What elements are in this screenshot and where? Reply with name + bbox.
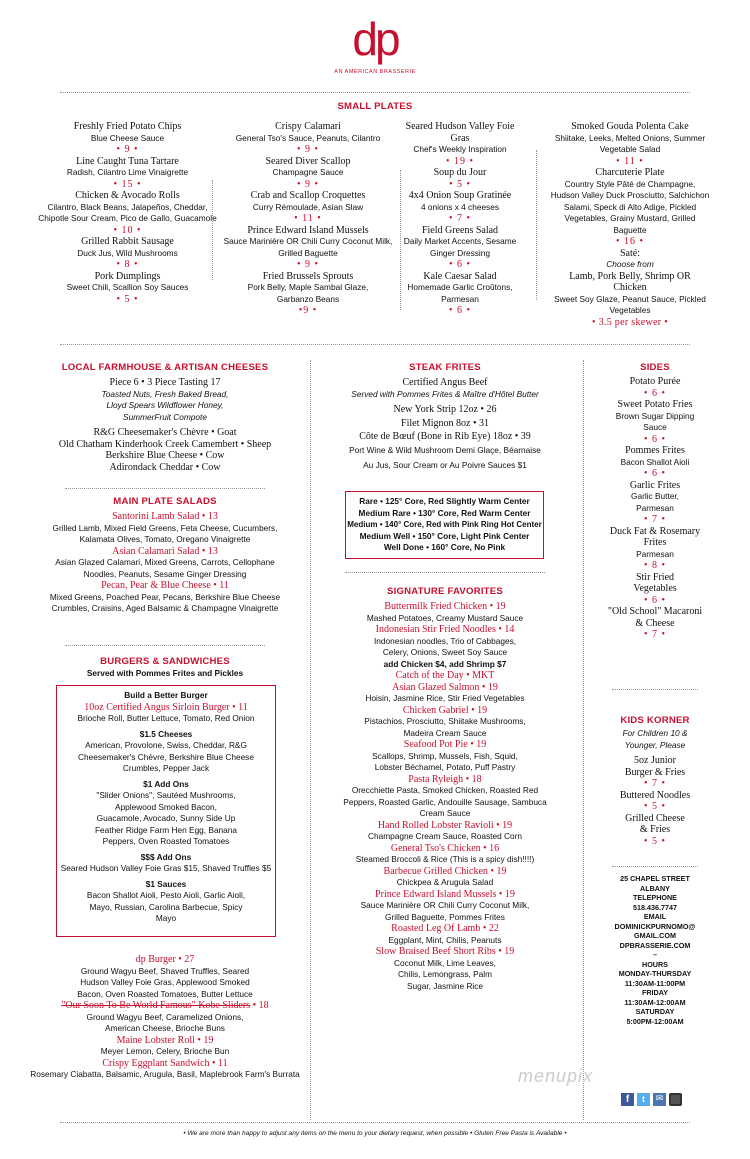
menu-item: Crab and Scallop Croquettes Curry Rémoulade, Asian Slaw • 11 • [250,190,366,224]
sides-title: SIDES [640,362,670,373]
menu-item: Chicken & Avocado Rolls Cilantro, Black Beans, Jalapeños, Cheddar, Chipotle Sour Cream, Pico de Gallo, Guacamole • 10 • [38,190,217,236]
cheese-pricing: Piece 6 • 3 Piece Tasting 17 [109,377,221,388]
footer-rule [60,1122,690,1123]
menu-item: Smoked Gouda Polenta Cake Shiitake, Leeks, Melted Onions, Summer Vegetable Salad • 11 • [554,121,706,167]
menu-item: Grilled Rabbit Sausage Duck Jus, Wild Mushrooms • 8 • [77,236,178,270]
side-item: Stir Fried Vegetables • 6 • [633,571,677,606]
signature-item: Roasted Leg Of Lamb • 22 Eggplant, Mint, Chilis, Peanuts [388,923,502,945]
column-divider [583,360,584,1120]
hours-title: HOURS [642,959,668,969]
social-icons [621,1093,682,1106]
sides-section [600,376,710,641]
small-plates-col1 [35,121,220,305]
menu-item: Field Greens Salad Daily Market Accents, Sesame Ginger Dressing • 6 • [403,224,517,270]
cheese-item: Adirondack Cheddar • Cow [109,461,221,473]
menu-item: Seared Hudson Valley Foie Gras Chef's Weekly Inspiration • 19 • [405,121,515,167]
steak-title: STEAK FRITES [409,362,481,373]
salads-section [40,511,290,615]
menu-item: Saté: Choose from Lamb, Pork Belly, Shrimp OR Chicken Sweet Soy Glaze, Peanut Sauce, Pickled Vegetables • 3.5 per skewer • [554,247,706,328]
instagram-icon[interactable] [669,1093,682,1106]
menu-item: Soup du Jour • 5 • [433,167,487,190]
side-item: Pommes Frites Bacon Shallot Aioli • 6 • [620,445,690,479]
column-divider [310,360,311,1120]
logo-mark: dp [352,13,398,65]
logo [0,14,750,64]
cheese-item: Berkshire Blue Cheese • Cow [105,450,225,461]
build-burger-section: Build a Better Burger 10oz Certified Angus Sirloin Burger • 11 Brioche Roll, Butter Lettuce, Tomato, Red Onion $1.5 Cheeses American, Provolone, Swiss, Cheddar, R&G Cheesemaker's Chèvre, Berkshire Blue Cheese Crumbles, Pepper Jack $1 Add Ons "Slider Onions", Sautéed Mushrooms, Applewood Smoked Bacon, Guacamole, Avocado, Sunny Side Up Feather Ridge Farm Hen Egg, Banana Peppers, Oven Roasted Tomatoes $$$ Add Ons Seared Hudson Valley Foie Gras $15, Shaved Truffles $5 $1 Sauces Bacon Shallot Aioli, Pesto Aioli, Garlic Aioli, Mayo, Russian, Carolina Barbecue, Spicy Mayo [60,690,272,923]
email-address: DOMINICKPURNOMO@ [614,921,696,931]
cheese-item: R&G Cheesemaker's Chèvre • Goat [93,427,237,438]
section-rule [345,572,545,573]
signature-item: Buttermilk Fried Chicken • 19 Mashed Potatoes, Creamy Mustard Sauce [366,601,524,623]
section-rule [65,645,265,646]
section-rule [65,488,265,489]
signature-item: General Tso's Chicken • 16 Steamed Broccoli & Rice (This is a spicy dish!!!!) [355,842,535,864]
side-item: "Old School" Macaroni & Cheese • 7 • [607,606,703,640]
small-plates-col3 [398,121,522,317]
cheeses-section [40,377,290,473]
burger-items [30,954,300,1081]
signature-title: SIGNATURE FAVORITES [387,586,503,597]
signature-item: Pasta Ryleigh • 18 Orecchiette Pasta, Smoked Chicken, Roasted Red Peppers, Roasted Garlic, Andouille Sausage, Sambuca Cream Sauce [343,773,547,818]
signature-item: Barbecue Grilled Chicken • 19 Chickpea & Arugula Salad [383,865,507,887]
twitter-icon[interactable]: t [637,1093,650,1106]
menu-item: Line Caught Tuna Tartare Radish, Cilantro Lime Vinaigrette • 15 • [66,155,189,190]
side-item: Sweet Potato Fries Brown Sugar Dipping Sauce • 6 • [615,399,695,445]
section-rule [612,689,698,690]
burger-item: Maine Lobster Roll • 19 Meyer Lemon, Celery, Brioche Bun [100,1034,230,1056]
header-rule [60,92,690,93]
watermark: menupix [518,1066,594,1086]
website: DPBRASSERIE.COM [619,940,691,950]
cheese-item: Old Chatham Kinderhook Creek Camembert • Sheep [58,438,272,450]
side-item: Garlic Frites Garlic Butter, Parmesan • 7 • [629,479,681,525]
steak-temperature-guide: Rare • 125° Core, Red Slightly Warm Center Medium Rare • 130° Core, Red Warm Center Medium • 140° Core, Red with Pink Ring Hot Center Medium Well • 150° Core, Light Pink Center Well Done • 160° Core, No Pink [347,496,542,552]
signature-item: Indonesian Stir Fried Noodles • 14 Indonesian noodles, Trio of Cabbages, Celery, Onions, Sweet Soy Sauce add Chicken $4, add Shrimp $7 [373,624,517,669]
signature-item: Hand Rolled Lobster Ravioli • 19 Champagne Cream Sauce, Roasted Corn [367,819,523,841]
kids-section: For Children 10 & Younger, Please 5oz Junior Burger & Fries • 7 • Buttered Noodles • 5 • Grilled Cheese & Fries • 5 • [600,728,710,847]
side-item: Duck Fat & Rosemary Frites Parmesan • 8 • [609,525,701,571]
burgers-title: BURGERS & SANDWICHES [100,656,230,667]
menu-item: Crispy Calamari General Tso's Sauce, Peanuts, Cilantro • 9 • [235,121,381,155]
burger-item: dp Burger • 27 Ground Wagyu Beef, Shaved Truffles, Seared Hudson Valley Foie Gras, Applewood Smoked Bacon, Oven Roasted Tomatoes, Butter Lettuce [77,954,253,999]
section-rule [612,866,698,867]
column-divider [536,150,537,300]
signature-section [320,601,570,992]
signature-item: Seafood Pot Pie • 19 Scallops, Shrimp, Mussels, Fish, Squid, Lobster Béchamel, Potato, Puff Pastry [372,739,518,772]
menu-item: Kale Caesar Salad Homemade Garlic Croûtons, Parmesan • 6 • [407,270,513,316]
burger-item: "Our Soon To Be World Famous" Kobe Sliders • 18 Ground Wagyu Beef, Caramelized Onions, American Cheese, Brioche Buns [61,1000,269,1033]
address-city: ALBANY [640,883,670,893]
burger-item: Crispy Eggplant Sandwich • 11 Rosemary Ciabatta, Balsamic, Arugula, Basil, Maplebrook Farm's Burrata [30,1057,300,1079]
cheeses-title: LOCAL FARMHOUSE & ARTISAN CHEESES [61,362,269,373]
signature-item: Asian Glazed Salmon • 19 Hoisin, Jasmine Rice, Stir Fried Vegetables [365,681,525,703]
signature-item: Prince Edward Island Mussels • 19 Sauce Marinière OR Chili Curry Coconut Milk, Grilled Baguette, Pommes Frites [360,888,530,922]
signature-item: Catch of the Day • MKT [395,670,495,681]
kids-item: Grilled Cheese & Fries • 5 • [625,812,685,847]
steak-section: Certified Angus Beef Served with Pommes Frites & Maître d'Hôtel Butter New York Strip 12oz • 26 Filet Mignon 8oz • 31 Côte de Bœuf (Bone in Rib Eye) 18oz • 39 Port Wine & Wild Mushroom Demi Glaçe, Béarnaise Au Jus, Sour Cream or Au Poivre Sauces $1 [349,377,541,470]
menu-item: Fried Brussels Sprouts Pork Belly, Maple Sambal Glaze, Garbanzo Beans •9 • [247,270,369,316]
small-plates-col4 [546,121,714,328]
menu-item: 4x4 Onion Soup Gratinée 4 onions x 4 cheeses • 7 • [408,190,512,224]
tagline: AN AMERICAN BRASSERIE [334,69,416,75]
salad-item: Asian Calamari Salad • 13 Asian Glazed Calamari, Mixed Greens, Carrots, Cellophane Noodles, Peanuts, Sesame Ginger Dressing [55,545,275,579]
menu-item: Prince Edward Island Mussels Sauce Marinière OR Chili Curry Coconut Milk, Grilled Baguette • 9 • [223,224,393,270]
cheese-accompaniments: Toasted Nuts, Fresh Baked Bread, Lloyd Spears Wildflower Honey, SummerFruit Compote [101,388,229,422]
salads-title: MAIN PLATE SALADS [113,496,217,507]
kids-title: KIDS KORNER [620,715,690,726]
address-line: 25 CHAPEL STREET [620,874,690,883]
menu-item: Pork Dumplings Sweet Chili, Scallion Soy Sauces • 5 • [66,270,189,305]
side-item: Potato Purée • 6 • [629,376,681,399]
email-icon[interactable]: ✉ [653,1093,666,1106]
footer-note: • We are more than happy to adjust any items on the menu to your dietary request, when possible • Gluten Free Pasta is Available • [183,1130,567,1137]
contact-block: 25 CHAPEL STREET ALBANY TELEPHONE 518.436.7747 EMAIL DOMINICKPURNOMO@ GMAIL.COM DPBRASSERIE.COM – HOURS MONDAY-THURSDAY 11:30AM-11:00PM FRIDAY 11:30AM-12:00AM SATURDAY 5:00PM-12:00AM [600,874,710,1026]
small-plates-col2 [218,121,398,317]
salad-item: Santorini Lamb Salad • 13 Grilled Lamb, Mixed Field Greens, Feta Cheese, Cucumbers, Kalamata Olives, Tomato, Oregano Vinaigrette [52,511,278,544]
phone-number: 518.436.7747 [633,902,677,912]
section-rule [60,344,690,345]
facebook-icon[interactable]: f [621,1093,634,1106]
menu-item: Seared Diver Scallop Champagne Sauce • 9 • [265,155,351,190]
salad-item: Pecan, Pear & Blue Cheese • 11 Mixed Greens, Poached Pear, Pecans, Berkshire Blue Cheese Crumbles, Craisins, Aged Balsamic & Champagne Vinaigrette [49,580,281,613]
signature-item: Chicken Gabriel • 19 Pistachios, Prosciutto, Shiitake Mushrooms, Madeira Cream Sauce [364,704,526,738]
small-plates-title: SMALL PLATES [337,101,413,112]
kids-item: 5oz Junior Burger & Fries • 7 • [624,755,686,789]
kids-item: Buttered Noodles • 5 • [619,789,691,812]
signature-item: Slow Braised Beef Short Ribs • 19 Coconut Milk, Lime Leaves, Chilis, Lemongrass, Palm Sugar, Jasmine Rice [375,946,515,991]
column-divider [212,180,213,280]
burgers-subtitle: Served with Pommes Frites and Pickles [86,668,244,678]
menu-item: Freshly Fried Potato Chips Blue Cheese Sauce • 9 • [73,121,182,155]
menu-item: Charcuterie Plate Country Style Pâté de Champagne, Hudson Valley Duck Prosciutto, Salchichon Salami, Speck di Alto Adige, Pickled Vegetables, Grainy Mustard, Grilled Baguette • 16 • [550,167,710,247]
